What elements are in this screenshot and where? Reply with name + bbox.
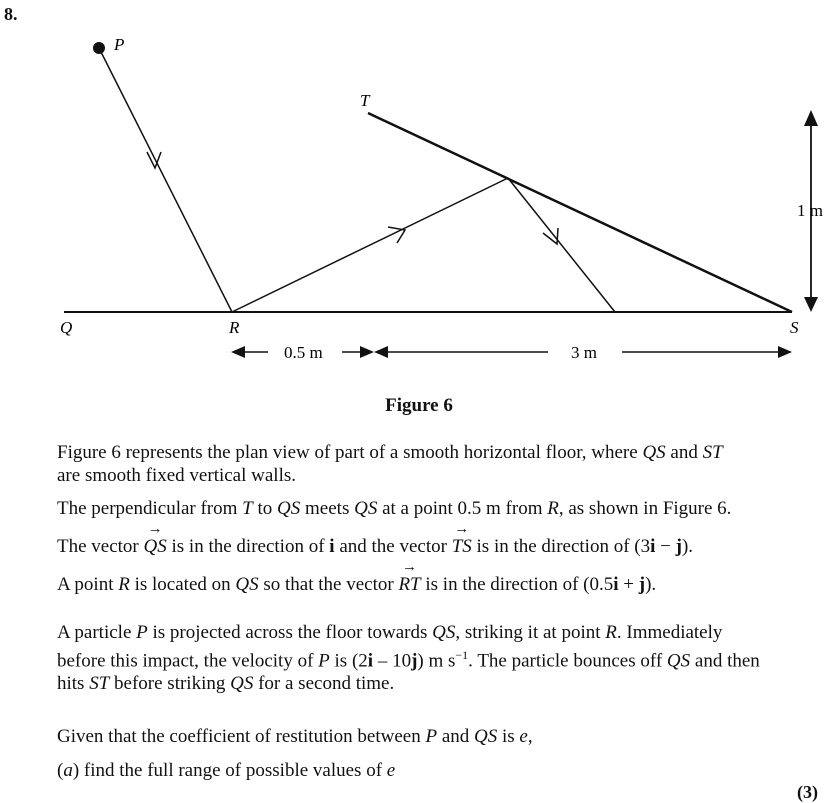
label-s: S [790, 318, 799, 337]
vector-rt: → RT [398, 559, 421, 595]
paragraph-3: The vector → QS is in the direction of i and the vector → TS is in the direction of (3i − j). [57, 521, 694, 557]
paragraph-2: The perpendicular from T to QS meets QS at a point 0.5 m from R, as shown in Figure 6. [57, 498, 732, 519]
dim-height-arrow-top [804, 110, 818, 126]
part-a-question: (a) find the full range of possible values of e [57, 760, 396, 781]
paragraph-4: A point R is located on QS so that the vector → RT is in the direction of (0.5i + j). [57, 559, 657, 595]
label-r: R [229, 318, 240, 337]
dim-half-arrow-right [360, 346, 374, 358]
dim-three-arrow-left [374, 346, 388, 358]
vector-qs: → QS [143, 521, 167, 557]
path-p-to-r [99, 48, 232, 312]
dim-three-label: 3 m [571, 343, 597, 362]
path-st-to-qs [508, 178, 615, 312]
label-p: P [114, 35, 125, 54]
paragraph-5: A particle P is projected across the floor towards QS, striking it at point R. Immediately before this impact, the velocity of P is (2i – 10j) m $s^{-1}$. The particle bounces off QS and then hits ST before striking QS for a second time. [57, 622, 760, 695]
vector-ts: → TS [451, 521, 472, 557]
figure-caption: Figure 6 [385, 395, 453, 416]
path-r-to-st [232, 178, 508, 312]
wall-st [368, 113, 792, 312]
paragraph-6: Given that the coefficient of restitution between P and QS is e, [57, 726, 533, 747]
dim-half-arrow-left [231, 346, 245, 358]
marks-allocation: (3) [797, 782, 818, 802]
question-number: 8. [4, 4, 18, 24]
dim-height-arrow-bottom [804, 297, 818, 312]
paragraph-1: Figure 6 represents the plan view of part of a smooth horizontal floor, where QS and ST are smooth fixed vertical walls. [57, 442, 723, 486]
figure-6-diagram [0, 0, 838, 390]
dim-three-arrow-right [778, 346, 792, 358]
particle-p-dot [93, 42, 105, 54]
label-q: Q [60, 318, 73, 337]
dim-height-label: 1 m [797, 201, 823, 220]
label-t: T [360, 91, 370, 110]
dim-half-label: 0.5 m [284, 343, 323, 362]
